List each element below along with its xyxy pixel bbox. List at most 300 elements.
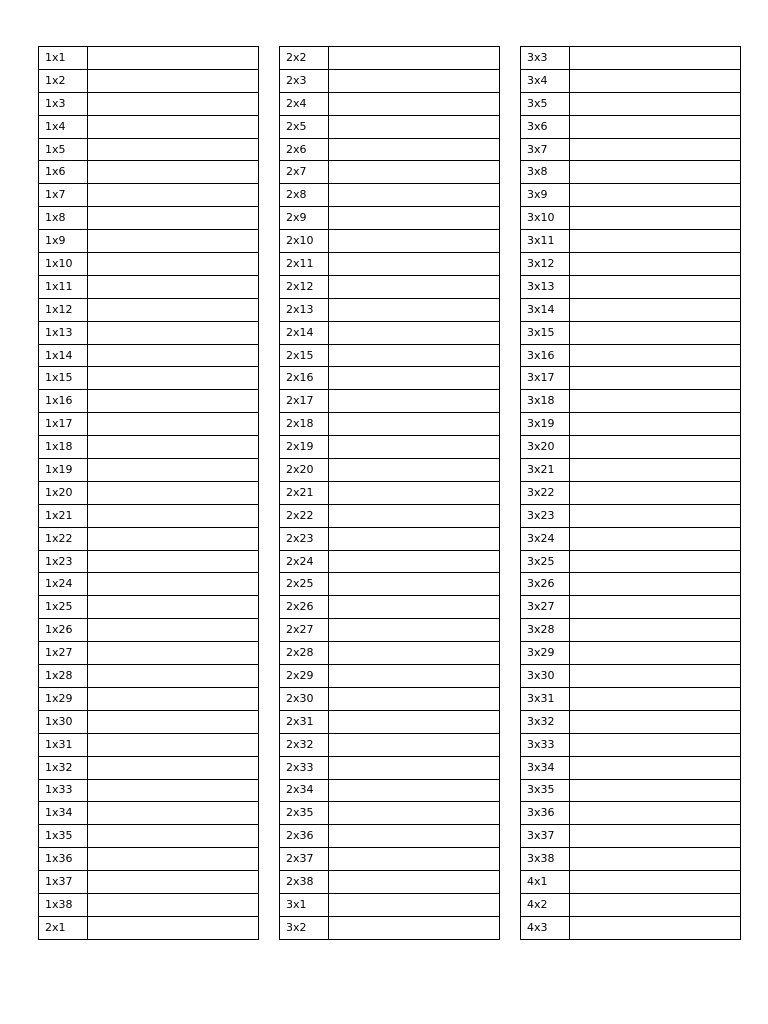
answer-cell[interactable] bbox=[570, 321, 741, 344]
answer-cell[interactable] bbox=[88, 916, 259, 939]
table-body bbox=[39, 47, 259, 940]
problem-label: 1x18 bbox=[39, 436, 88, 459]
answer-cell[interactable] bbox=[88, 825, 259, 848]
answer-cell[interactable] bbox=[88, 871, 259, 894]
answer-cell[interactable] bbox=[570, 573, 741, 596]
table-row bbox=[521, 916, 741, 939]
answer-cell[interactable] bbox=[329, 642, 500, 665]
table-row bbox=[280, 573, 500, 596]
table-row bbox=[521, 733, 741, 756]
answer-cell[interactable] bbox=[88, 481, 259, 504]
answer-cell[interactable] bbox=[88, 848, 259, 871]
answer-cell[interactable] bbox=[329, 459, 500, 482]
answer-cell[interactable] bbox=[329, 275, 500, 298]
problem-label: 2x15 bbox=[280, 344, 329, 367]
table-row bbox=[280, 367, 500, 390]
table-row bbox=[521, 756, 741, 779]
table-row bbox=[280, 138, 500, 161]
answer-cell[interactable] bbox=[570, 230, 741, 253]
problem-label: 1x17 bbox=[39, 413, 88, 436]
answer-cell[interactable] bbox=[329, 619, 500, 642]
problem-label: 1x19 bbox=[39, 459, 88, 482]
answer-cell[interactable] bbox=[88, 367, 259, 390]
answer-cell[interactable] bbox=[88, 687, 259, 710]
answer-cell[interactable] bbox=[570, 161, 741, 184]
answer-cell[interactable] bbox=[88, 710, 259, 733]
table-row bbox=[280, 871, 500, 894]
answer-cell[interactable] bbox=[570, 802, 741, 825]
answer-cell[interactable] bbox=[329, 436, 500, 459]
answer-cell[interactable] bbox=[88, 253, 259, 276]
table-row bbox=[280, 916, 500, 939]
table-row bbox=[521, 459, 741, 482]
problem-label: 1x25 bbox=[39, 596, 88, 619]
answer-cell[interactable] bbox=[570, 69, 741, 92]
problem-label: 1x15 bbox=[39, 367, 88, 390]
answer-cell[interactable] bbox=[570, 390, 741, 413]
table-row bbox=[280, 413, 500, 436]
problem-label: 3x31 bbox=[521, 687, 570, 710]
answer-cell[interactable] bbox=[570, 893, 741, 916]
table-row bbox=[521, 642, 741, 665]
answer-cell[interactable] bbox=[329, 779, 500, 802]
table-body bbox=[521, 47, 741, 940]
problem-label: 2x19 bbox=[280, 436, 329, 459]
table-row bbox=[280, 184, 500, 207]
problem-label: 1x21 bbox=[39, 504, 88, 527]
answer-cell[interactable] bbox=[570, 916, 741, 939]
answer-cell[interactable] bbox=[88, 390, 259, 413]
table-row bbox=[39, 481, 259, 504]
problem-label: 1x27 bbox=[39, 642, 88, 665]
answer-cell[interactable] bbox=[329, 573, 500, 596]
problem-label: 3x11 bbox=[521, 230, 570, 253]
table-row bbox=[39, 779, 259, 802]
problem-label: 1x2 bbox=[39, 69, 88, 92]
problem-label: 1x10 bbox=[39, 253, 88, 276]
answer-cell[interactable] bbox=[329, 825, 500, 848]
table-row bbox=[39, 665, 259, 688]
answer-cell[interactable] bbox=[329, 481, 500, 504]
table-row bbox=[280, 710, 500, 733]
problem-label: 1x16 bbox=[39, 390, 88, 413]
table-row bbox=[39, 161, 259, 184]
problem-label: 1x37 bbox=[39, 871, 88, 894]
answer-cell[interactable] bbox=[570, 687, 741, 710]
table-row bbox=[39, 802, 259, 825]
answer-cell[interactable] bbox=[570, 756, 741, 779]
table-row bbox=[39, 184, 259, 207]
problem-label: 3x14 bbox=[521, 298, 570, 321]
table-row bbox=[521, 138, 741, 161]
answer-cell[interactable] bbox=[329, 298, 500, 321]
problem-label: 2x30 bbox=[280, 687, 329, 710]
table-row bbox=[280, 848, 500, 871]
answer-cell[interactable] bbox=[88, 230, 259, 253]
table-row bbox=[39, 871, 259, 894]
answer-cell[interactable] bbox=[570, 344, 741, 367]
problem-label: 3x27 bbox=[521, 596, 570, 619]
answer-cell[interactable] bbox=[570, 642, 741, 665]
answer-cell[interactable] bbox=[88, 573, 259, 596]
answer-cell[interactable] bbox=[329, 802, 500, 825]
answer-cell[interactable] bbox=[88, 756, 259, 779]
answer-cell[interactable] bbox=[329, 893, 500, 916]
problem-label: 3x23 bbox=[521, 504, 570, 527]
table-row bbox=[280, 298, 500, 321]
answer-cell[interactable] bbox=[570, 710, 741, 733]
problem-label: 2x8 bbox=[280, 184, 329, 207]
answer-cell[interactable] bbox=[570, 92, 741, 115]
problem-label: 3x20 bbox=[521, 436, 570, 459]
answer-cell[interactable] bbox=[570, 825, 741, 848]
answer-cell[interactable] bbox=[329, 184, 500, 207]
multiplication-table-column-1 bbox=[38, 46, 259, 940]
table-row bbox=[521, 115, 741, 138]
table-row bbox=[521, 893, 741, 916]
problem-label: 3x22 bbox=[521, 481, 570, 504]
answer-cell[interactable] bbox=[88, 161, 259, 184]
problem-label: 2x23 bbox=[280, 527, 329, 550]
answer-cell[interactable] bbox=[329, 687, 500, 710]
table-row bbox=[280, 687, 500, 710]
table-row bbox=[280, 550, 500, 573]
answer-cell[interactable] bbox=[329, 207, 500, 230]
problem-label: 2x12 bbox=[280, 275, 329, 298]
table-row bbox=[39, 550, 259, 573]
table-row bbox=[280, 230, 500, 253]
table-row bbox=[39, 619, 259, 642]
answer-cell[interactable] bbox=[570, 367, 741, 390]
answer-cell[interactable] bbox=[570, 550, 741, 573]
problem-label: 3x16 bbox=[521, 344, 570, 367]
table-row bbox=[521, 275, 741, 298]
problem-label: 3x17 bbox=[521, 367, 570, 390]
answer-cell[interactable] bbox=[570, 413, 741, 436]
problem-label: 2x32 bbox=[280, 733, 329, 756]
problem-label: 2x4 bbox=[280, 92, 329, 115]
answer-cell[interactable] bbox=[88, 436, 259, 459]
answer-cell[interactable] bbox=[88, 92, 259, 115]
table-row bbox=[39, 596, 259, 619]
table-row bbox=[39, 893, 259, 916]
problem-label: 1x1 bbox=[39, 47, 88, 70]
problem-label: 3x6 bbox=[521, 115, 570, 138]
table-row bbox=[39, 916, 259, 939]
problem-label: 3x21 bbox=[521, 459, 570, 482]
problem-label: 2x38 bbox=[280, 871, 329, 894]
answer-cell[interactable] bbox=[329, 733, 500, 756]
answer-cell[interactable] bbox=[88, 779, 259, 802]
answer-cell[interactable] bbox=[329, 230, 500, 253]
table-row bbox=[39, 848, 259, 871]
answer-cell[interactable] bbox=[88, 298, 259, 321]
answer-cell[interactable] bbox=[88, 596, 259, 619]
problem-label: 2x33 bbox=[280, 756, 329, 779]
answer-cell[interactable] bbox=[329, 115, 500, 138]
table-row bbox=[280, 115, 500, 138]
table-row bbox=[39, 230, 259, 253]
table-row bbox=[280, 642, 500, 665]
answer-cell[interactable] bbox=[329, 665, 500, 688]
answer-cell[interactable] bbox=[329, 138, 500, 161]
problem-label: 4x1 bbox=[521, 871, 570, 894]
table-row bbox=[39, 275, 259, 298]
table-row bbox=[39, 321, 259, 344]
answer-cell[interactable] bbox=[570, 527, 741, 550]
problem-label: 1x24 bbox=[39, 573, 88, 596]
table-row bbox=[521, 321, 741, 344]
table-row bbox=[39, 459, 259, 482]
problem-label: 2x20 bbox=[280, 459, 329, 482]
answer-cell[interactable] bbox=[329, 413, 500, 436]
table-row bbox=[39, 367, 259, 390]
table-row bbox=[521, 550, 741, 573]
problem-label: 1x11 bbox=[39, 275, 88, 298]
answer-cell[interactable] bbox=[88, 550, 259, 573]
answer-cell[interactable] bbox=[329, 916, 500, 939]
problem-label: 1x26 bbox=[39, 619, 88, 642]
answer-cell[interactable] bbox=[329, 504, 500, 527]
answer-cell[interactable] bbox=[570, 47, 741, 70]
problem-label: 2x16 bbox=[280, 367, 329, 390]
problem-label: 2x22 bbox=[280, 504, 329, 527]
table-row bbox=[521, 481, 741, 504]
table-row bbox=[39, 115, 259, 138]
table-row bbox=[280, 779, 500, 802]
table-row bbox=[39, 413, 259, 436]
table-row bbox=[39, 504, 259, 527]
problem-label: 3x8 bbox=[521, 161, 570, 184]
problem-label: 3x38 bbox=[521, 848, 570, 871]
table-row bbox=[280, 344, 500, 367]
answer-cell[interactable] bbox=[88, 275, 259, 298]
problem-label: 3x30 bbox=[521, 665, 570, 688]
table-row bbox=[39, 756, 259, 779]
table-row bbox=[521, 230, 741, 253]
problem-label: 1x30 bbox=[39, 710, 88, 733]
problem-label: 1x36 bbox=[39, 848, 88, 871]
answer-cell[interactable] bbox=[570, 848, 741, 871]
table-row bbox=[39, 253, 259, 276]
table-row bbox=[521, 710, 741, 733]
problem-label: 2x31 bbox=[280, 710, 329, 733]
answer-cell[interactable] bbox=[329, 756, 500, 779]
answer-cell[interactable] bbox=[329, 710, 500, 733]
answer-cell[interactable] bbox=[329, 253, 500, 276]
problem-label: 3x34 bbox=[521, 756, 570, 779]
answer-cell[interactable] bbox=[88, 665, 259, 688]
table-row bbox=[521, 802, 741, 825]
problem-label: 1x6 bbox=[39, 161, 88, 184]
problem-label: 2x17 bbox=[280, 390, 329, 413]
table-row bbox=[280, 436, 500, 459]
problem-label: 1x35 bbox=[39, 825, 88, 848]
table-row bbox=[521, 344, 741, 367]
answer-cell[interactable] bbox=[570, 436, 741, 459]
table-row bbox=[280, 802, 500, 825]
table-row bbox=[521, 779, 741, 802]
table-row bbox=[280, 275, 500, 298]
problem-label: 1x28 bbox=[39, 665, 88, 688]
problem-label: 2x24 bbox=[280, 550, 329, 573]
table-row bbox=[39, 298, 259, 321]
problem-label: 4x3 bbox=[521, 916, 570, 939]
answer-cell[interactable] bbox=[570, 733, 741, 756]
problem-label: 2x10 bbox=[280, 230, 329, 253]
problem-label: 3x3 bbox=[521, 47, 570, 70]
problem-label: 3x5 bbox=[521, 92, 570, 115]
answer-cell[interactable] bbox=[570, 779, 741, 802]
answer-cell[interactable] bbox=[329, 321, 500, 344]
problem-label: 3x36 bbox=[521, 802, 570, 825]
problem-label: 3x10 bbox=[521, 207, 570, 230]
answer-cell[interactable] bbox=[570, 459, 741, 482]
table-row bbox=[39, 825, 259, 848]
problem-label: 3x29 bbox=[521, 642, 570, 665]
problem-label: 1x38 bbox=[39, 893, 88, 916]
problem-label: 3x24 bbox=[521, 527, 570, 550]
problem-label: 2x3 bbox=[280, 69, 329, 92]
answer-cell[interactable] bbox=[88, 527, 259, 550]
answer-cell[interactable] bbox=[329, 47, 500, 70]
table-row bbox=[280, 665, 500, 688]
table-row bbox=[521, 687, 741, 710]
problem-label: 1x33 bbox=[39, 779, 88, 802]
answer-cell[interactable] bbox=[570, 184, 741, 207]
answer-cell[interactable] bbox=[329, 390, 500, 413]
problem-label: 3x2 bbox=[280, 916, 329, 939]
table-row bbox=[39, 710, 259, 733]
problem-label: 1x34 bbox=[39, 802, 88, 825]
answer-cell[interactable] bbox=[329, 871, 500, 894]
table-body bbox=[280, 47, 500, 940]
answer-cell[interactable] bbox=[88, 207, 259, 230]
table-row bbox=[521, 848, 741, 871]
problem-label: 2x14 bbox=[280, 321, 329, 344]
answer-cell[interactable] bbox=[570, 481, 741, 504]
problem-label: 2x28 bbox=[280, 642, 329, 665]
problem-label: 2x2 bbox=[280, 47, 329, 70]
answer-cell[interactable] bbox=[88, 69, 259, 92]
table-row bbox=[521, 619, 741, 642]
answer-cell[interactable] bbox=[329, 596, 500, 619]
answer-cell[interactable] bbox=[88, 802, 259, 825]
table-row bbox=[280, 481, 500, 504]
problem-label: 2x7 bbox=[280, 161, 329, 184]
table-row bbox=[280, 161, 500, 184]
problem-label: 2x1 bbox=[39, 916, 88, 939]
answer-cell[interactable] bbox=[88, 184, 259, 207]
table-row bbox=[39, 138, 259, 161]
problem-label: 1x22 bbox=[39, 527, 88, 550]
problem-label: 3x4 bbox=[521, 69, 570, 92]
answer-cell[interactable] bbox=[88, 413, 259, 436]
answer-cell[interactable] bbox=[88, 459, 259, 482]
answer-cell[interactable] bbox=[329, 550, 500, 573]
answer-cell[interactable] bbox=[88, 733, 259, 756]
answer-cell[interactable] bbox=[88, 344, 259, 367]
problem-label: 3x9 bbox=[521, 184, 570, 207]
answer-cell[interactable] bbox=[570, 871, 741, 894]
answer-cell[interactable] bbox=[570, 275, 741, 298]
problem-label: 2x34 bbox=[280, 779, 329, 802]
table-row bbox=[521, 596, 741, 619]
problem-label: 3x33 bbox=[521, 733, 570, 756]
problem-label: 3x37 bbox=[521, 825, 570, 848]
answer-cell[interactable] bbox=[570, 207, 741, 230]
table-row bbox=[280, 390, 500, 413]
answer-cell[interactable] bbox=[88, 642, 259, 665]
table-row bbox=[280, 756, 500, 779]
problem-label: 2x21 bbox=[280, 481, 329, 504]
table-row bbox=[280, 92, 500, 115]
problem-label: 2x36 bbox=[280, 825, 329, 848]
answer-cell[interactable] bbox=[88, 619, 259, 642]
table-row bbox=[39, 390, 259, 413]
problem-label: 4x2 bbox=[521, 893, 570, 916]
table-row bbox=[280, 207, 500, 230]
answer-cell[interactable] bbox=[329, 344, 500, 367]
answer-cell[interactable] bbox=[570, 253, 741, 276]
answer-cell[interactable] bbox=[570, 596, 741, 619]
answer-cell[interactable] bbox=[570, 665, 741, 688]
table-row bbox=[39, 687, 259, 710]
problem-label: 1x12 bbox=[39, 298, 88, 321]
table-row bbox=[39, 69, 259, 92]
table-row bbox=[39, 436, 259, 459]
table-row bbox=[521, 665, 741, 688]
multiplication-table-column-3 bbox=[520, 46, 741, 940]
answer-cell[interactable] bbox=[88, 47, 259, 70]
table-row bbox=[39, 92, 259, 115]
table-row bbox=[39, 733, 259, 756]
answer-cell[interactable] bbox=[570, 115, 741, 138]
table-row bbox=[280, 596, 500, 619]
answer-cell[interactable] bbox=[329, 69, 500, 92]
problem-label: 3x25 bbox=[521, 550, 570, 573]
table-row bbox=[521, 871, 741, 894]
answer-cell[interactable] bbox=[570, 138, 741, 161]
problem-label: 1x29 bbox=[39, 687, 88, 710]
answer-cell[interactable] bbox=[329, 848, 500, 871]
answer-cell[interactable] bbox=[570, 298, 741, 321]
answer-cell[interactable] bbox=[88, 115, 259, 138]
table-row bbox=[39, 344, 259, 367]
answer-cell[interactable] bbox=[329, 367, 500, 390]
answer-cell[interactable] bbox=[329, 92, 500, 115]
problem-label: 3x1 bbox=[280, 893, 329, 916]
answer-cell[interactable] bbox=[88, 138, 259, 161]
answer-cell[interactable] bbox=[88, 321, 259, 344]
problem-label: 1x32 bbox=[39, 756, 88, 779]
problem-label: 2x25 bbox=[280, 573, 329, 596]
answer-cell[interactable] bbox=[329, 527, 500, 550]
table-row bbox=[39, 573, 259, 596]
problem-label: 1x13 bbox=[39, 321, 88, 344]
answer-cell[interactable] bbox=[329, 161, 500, 184]
problem-label: 1x31 bbox=[39, 733, 88, 756]
problem-label: 2x26 bbox=[280, 596, 329, 619]
problem-label: 3x19 bbox=[521, 413, 570, 436]
answer-cell[interactable] bbox=[570, 619, 741, 642]
answer-cell[interactable] bbox=[88, 504, 259, 527]
answer-cell[interactable] bbox=[88, 893, 259, 916]
problem-label: 3x15 bbox=[521, 321, 570, 344]
answer-cell[interactable] bbox=[570, 504, 741, 527]
table-row bbox=[521, 92, 741, 115]
table-row bbox=[280, 619, 500, 642]
